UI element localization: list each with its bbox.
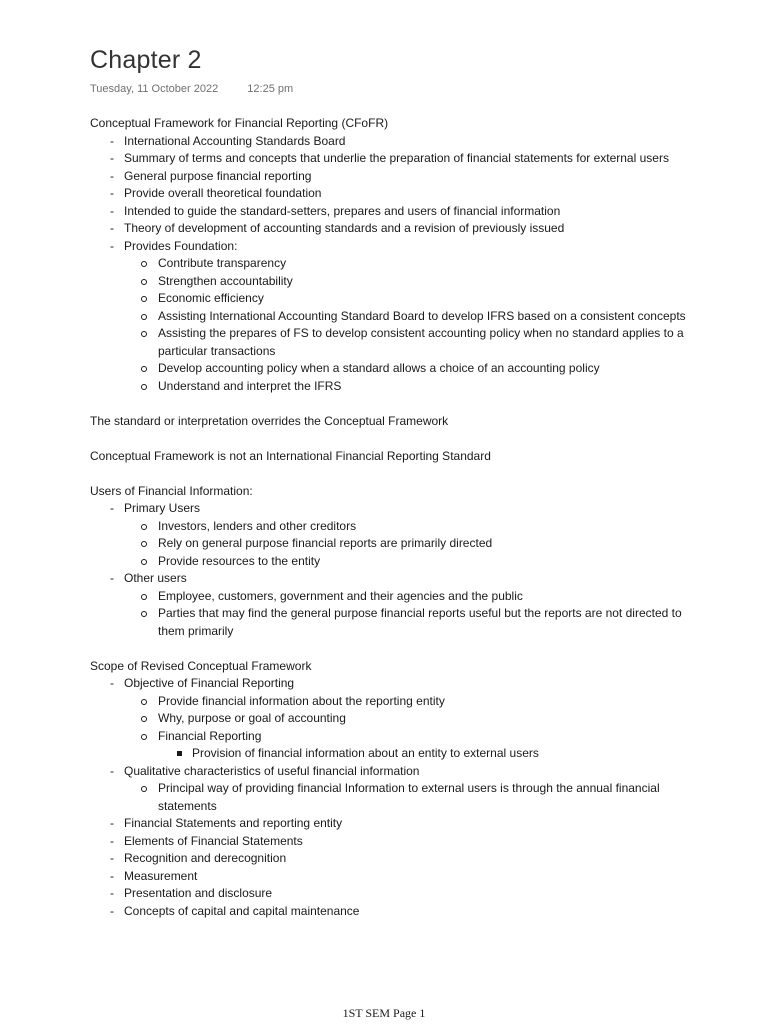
list-item-text: Strengthen accountability bbox=[158, 273, 293, 288]
list-item-text: Understand and interpret the IFRS bbox=[158, 378, 342, 393]
list-item bbox=[90, 150, 690, 168]
list-item-text: Assisting International Accounting Standard Board to develop IFRS based on a consistent concepts bbox=[158, 308, 686, 323]
list-item bbox=[90, 885, 690, 903]
list-item bbox=[90, 185, 690, 203]
list-item bbox=[124, 728, 690, 763]
list-item-text: Recognition and derecognition bbox=[124, 851, 287, 865]
list-item-text: Parties that may find the general purpose financial reports useful but the reports are not directed to them primarily bbox=[158, 606, 682, 638]
page-time: 12:25 pm bbox=[247, 83, 294, 95]
list-item-text: Assisting the prepares of FS to develop consistent accounting policy when no standard applies to a particular transactions bbox=[158, 326, 684, 358]
list-item-text: Presentation and disclosure bbox=[124, 886, 273, 900]
list-item bbox=[124, 273, 690, 291]
list-item-text: Financial Statements and reporting entity bbox=[124, 816, 343, 830]
section-heading: The standard or interpretation overrides the Conceptual Framework bbox=[90, 413, 449, 428]
paragraph-gap bbox=[90, 465, 690, 483]
page-metadata bbox=[90, 83, 293, 95]
paragraph-gap bbox=[90, 430, 690, 448]
list-item-text: Summary of terms and concepts that underlie the preparation of financial statements for external users bbox=[124, 151, 669, 165]
list-item-text: International Accounting Standards Board bbox=[124, 133, 346, 148]
list-item-text: Primary Users bbox=[124, 501, 201, 515]
paragraph-gap bbox=[90, 395, 690, 413]
bullet-list-level-1 bbox=[90, 675, 690, 920]
list-item-text: Contribute transparency bbox=[158, 256, 287, 270]
list-item bbox=[124, 518, 690, 536]
list-item bbox=[90, 133, 690, 151]
list-item-text: Why, purpose or goal of accounting bbox=[158, 711, 346, 725]
list-item bbox=[90, 238, 690, 396]
list-item-text: Theory of development of accounting standards and a revision of previously issued bbox=[124, 221, 565, 235]
section-heading: Conceptual Framework for Financial Reporting (CFoFR) bbox=[90, 116, 389, 130]
bullet-list-level-3 bbox=[158, 745, 690, 763]
page-footer: 1ST SEM Page 1 bbox=[342, 1006, 426, 1020]
list-item-text: Principal way of providing financial Information to external users is through the annual financial statements bbox=[158, 781, 660, 813]
list-item bbox=[90, 868, 690, 886]
list-item bbox=[124, 710, 690, 728]
section-heading: Scope of Revised Conceptual Framework bbox=[90, 658, 312, 673]
list-item-text: Provide financial information about the reporting entity bbox=[158, 693, 445, 708]
list-item-text: Provide resources to the entity bbox=[158, 553, 321, 568]
list-item-text: Elements of Financial Statements bbox=[124, 833, 303, 848]
list-item bbox=[124, 308, 690, 326]
list-item bbox=[124, 535, 690, 553]
list-item bbox=[124, 780, 690, 815]
list-item-text: Provision of financial information about an entity to external users bbox=[192, 746, 539, 760]
list-item bbox=[90, 850, 690, 868]
list-item-text: Qualitative characteristics of useful financial information bbox=[124, 763, 420, 778]
list-item bbox=[90, 220, 690, 238]
list-item-text: Provide overall theoretical foundation bbox=[124, 186, 322, 200]
list-item bbox=[124, 605, 690, 640]
list-item bbox=[124, 255, 690, 273]
list-item-text: Objective of Financial Reporting bbox=[124, 676, 295, 690]
list-item bbox=[90, 903, 690, 921]
list-item-text: Rely on general purpose financial reports are primarily directed bbox=[158, 536, 493, 550]
list-item-text: Concepts of capital and capital maintenance bbox=[124, 903, 360, 918]
list-item bbox=[124, 325, 690, 360]
list-item bbox=[90, 675, 690, 763]
section-heading: Users of Financial Information: bbox=[90, 483, 253, 498]
list-item bbox=[90, 763, 690, 816]
list-item-text: Develop accounting policy when a standard allows a choice of an accounting policy bbox=[158, 361, 600, 375]
bullet-list-level-1 bbox=[90, 500, 690, 640]
list-item bbox=[124, 378, 690, 396]
list-item-text: Intended to guide the standard-setters, prepares and users of financial information bbox=[124, 203, 561, 218]
bullet-list-level-2 bbox=[124, 588, 690, 641]
page-date: Tuesday, 11 October 2022 bbox=[90, 83, 219, 95]
list-item bbox=[90, 168, 690, 186]
list-item bbox=[124, 360, 690, 378]
list-item bbox=[90, 500, 690, 570]
list-item bbox=[124, 290, 690, 308]
list-item bbox=[124, 588, 690, 606]
list-item-text: Measurement bbox=[124, 868, 198, 883]
list-item bbox=[90, 833, 690, 851]
bullet-list-level-2 bbox=[124, 780, 690, 815]
list-item-text: Economic efficiency bbox=[158, 291, 264, 305]
list-item-text: Employee, customers, government and their agencies and the public bbox=[158, 588, 523, 603]
bullet-list-level-2 bbox=[124, 518, 690, 571]
list-item-text: Financial Reporting bbox=[158, 728, 262, 743]
list-item bbox=[90, 203, 690, 221]
page-title: Chapter 2 bbox=[90, 46, 202, 74]
bullet-list-level-2 bbox=[124, 255, 690, 395]
list-item-text: Other users bbox=[124, 571, 187, 585]
section-heading: Conceptual Framework is not an International Financial Reporting Standard bbox=[90, 448, 491, 463]
list-item-text: Provides Foundation: bbox=[124, 238, 238, 253]
bullet-list-level-2 bbox=[124, 693, 690, 763]
note-content bbox=[90, 115, 690, 920]
list-item bbox=[90, 570, 690, 640]
list-item bbox=[90, 815, 690, 833]
bullet-list-level-1 bbox=[90, 133, 690, 396]
list-item bbox=[124, 553, 690, 571]
list-item-text: Investors, lenders and other creditors bbox=[158, 518, 357, 533]
list-item bbox=[158, 745, 690, 763]
paragraph-gap bbox=[90, 640, 690, 658]
list-item bbox=[124, 693, 690, 711]
list-item-text: General purpose financial reporting bbox=[124, 168, 312, 183]
